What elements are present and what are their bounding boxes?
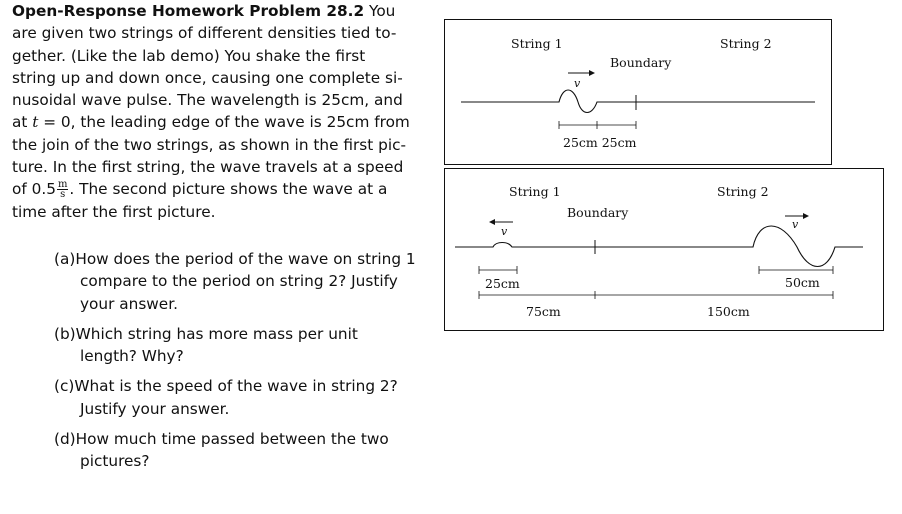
string1-label: String 1	[511, 36, 563, 51]
dimension-75-150-marker	[479, 291, 833, 299]
velocity-label: v	[574, 77, 581, 90]
problem-paragraph: Open-Response Homework Problem 28.2 You are given two strings of different densities tied to- gether. (Like the lab demo) You shake the first string up and down once, causing one complete si- nusoidal wave pulse. The wavelength is 25cm, and at t = 0, the leading edge of the wave is 25cm from the join of the two strings, as shown in the first pic- ture. In the first string, the wave travels at a speed of 0.5 $\frac{m}{s}$ . The second picture shows the wave at a time after the first picture.	[12, 0, 412, 223]
question-a: (a)How does the period of the wave on string 1 compare to the period on string 2? Justify your answer.	[54, 249, 416, 313]
speed-unit-fraction: $\frac{m}{s}$	[57, 179, 68, 201]
question-d: (d)How much time passed between the two pictures?	[54, 430, 389, 471]
string1-label: String 1	[509, 184, 561, 199]
wave-string-line	[455, 226, 863, 267]
problem-line: gether. (Like the lab demo) You shake the first	[12, 46, 366, 65]
figure-2	[444, 168, 884, 331]
time-variable: t	[32, 113, 39, 132]
dimension-75-label: 75cm	[526, 304, 561, 319]
dimension-50-marker	[759, 266, 833, 274]
problem-line: time after the first picture.	[12, 202, 216, 221]
problem-line: are given two strings of different densities tied to-	[12, 24, 397, 43]
question-c: (c)What is the speed of the wave in string 2? Justify your answer.	[54, 377, 398, 418]
dimension-label: 25cm 25cm	[563, 135, 637, 150]
question-b: (b)Which string has more mass per unit length? Why?	[54, 324, 358, 366]
dimension-50-label: 50cm	[785, 275, 820, 290]
dimension-25-marker	[479, 266, 517, 274]
velocity-right-label: v	[792, 218, 799, 231]
string2-label: String 2	[717, 184, 769, 199]
dimension-marker	[559, 121, 636, 129]
figure-1	[444, 19, 832, 165]
figure-2-diagram	[445, 169, 883, 330]
problem-line: the join of the two strings, as shown in the first pic-	[12, 135, 407, 154]
velocity-left-label: v	[501, 225, 508, 238]
problem-line: string up and down once, causing one complete si-	[12, 68, 403, 87]
boundary-label: Boundary	[567, 205, 629, 220]
velocity-arrow-icon	[568, 70, 595, 76]
string2-label: String 2	[720, 36, 772, 51]
figure-1-diagram	[445, 20, 831, 164]
boundary-label: Boundary	[610, 55, 672, 70]
dimension-25-label: 25cm	[485, 276, 520, 291]
dimension-150-label: 150cm	[707, 304, 750, 319]
wave-string-line	[461, 90, 815, 113]
problem-title: Open-Response Homework Problem 28.2	[12, 2, 365, 20]
problem-line: nusoidal wave pulse. The wavelength is 25cm, and	[12, 91, 403, 110]
question-list	[12, 248, 416, 473]
problem-text-column	[12, 0, 416, 481]
problem-line: ture. In the first string, the wave travels at a speed	[12, 158, 404, 177]
